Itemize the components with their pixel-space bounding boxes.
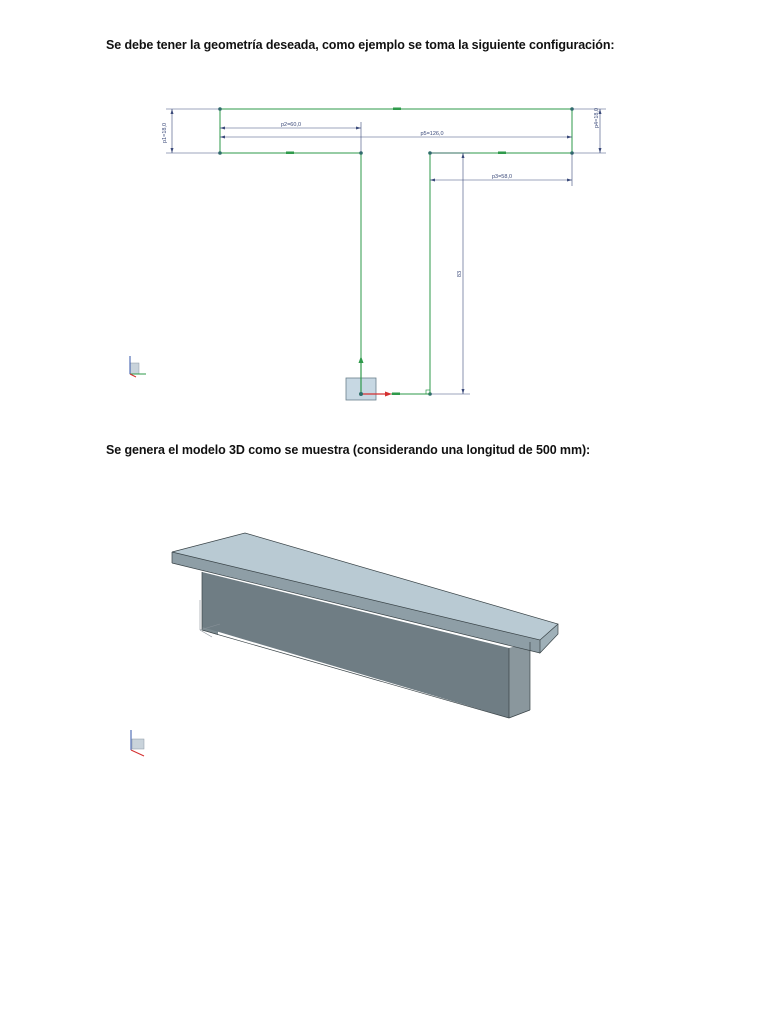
dim-web-height-label: 83 bbox=[457, 270, 463, 278]
constraint-markers bbox=[286, 108, 506, 396]
dim-p2-label: p2=60,0 bbox=[280, 122, 302, 128]
dim-p4-label: p4=18,0 bbox=[594, 107, 600, 129]
dim-p3-label: p3=58,0 bbox=[491, 174, 513, 180]
model-paragraph: Se genera el modelo 3D como se muestra (considerando una longitud de 500 mm): bbox=[106, 443, 591, 457]
t-beam-3d-model bbox=[120, 520, 570, 760]
t-profile-sketch bbox=[120, 98, 620, 403]
view-axis-triad-3d bbox=[131, 730, 144, 756]
intro-paragraph: Se debe tener la geometría deseada, como ejemplo se toma la siguiente configuración: bbox=[106, 38, 615, 52]
web-near-end-face bbox=[509, 642, 530, 718]
dim-p5-label: p5=126,0 bbox=[420, 131, 444, 137]
dim-p1-label: p1=18,0 bbox=[162, 122, 168, 144]
vertex-points bbox=[218, 107, 574, 396]
sketch-origin-triad bbox=[346, 356, 430, 400]
view-axis-triad-2d bbox=[130, 356, 146, 377]
profile-outline bbox=[220, 109, 572, 394]
